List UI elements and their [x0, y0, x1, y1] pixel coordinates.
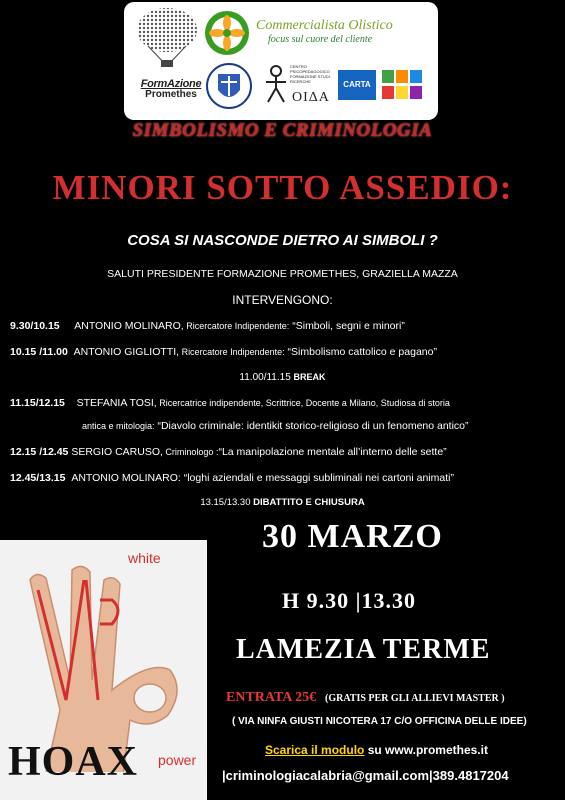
break-line: 11.00/11.15 BREAK — [239, 372, 326, 383]
speakers-heading: INTERVENGONO: — [232, 293, 333, 307]
closing-line: 13.15/13.30 DIBATTITO E CHIUSURA — [200, 497, 365, 508]
hoax-label: HOAX — [8, 739, 138, 785]
event-date: 30 MARZO — [262, 518, 443, 555]
event-subtitle: SIMBOLISMO E CRIMINOLOGIA — [132, 120, 433, 141]
logo-panel — [124, 2, 438, 120]
commercialista-olistico-logo: Commercialista Olistico focus sul cuore del cliente — [256, 18, 393, 45]
power-label: power — [158, 752, 197, 768]
balloon-logo-icon — [134, 6, 200, 68]
event-question: COSA SI NASCONDE DIETRO AI SIMBOLI ? — [127, 232, 438, 249]
formazione-promethes-logo: FormAzione Promethes — [140, 78, 202, 100]
contact-line — [222, 768, 509, 783]
flower-logo-icon — [204, 10, 250, 56]
event-title: MINORI SOTTO ASSEDIO: — [52, 168, 513, 207]
program-row: 9.30/10.15 ANTONIO MOLINARO, Ricercatore Indipendente: “Simboli, segni e minori” — [10, 320, 405, 332]
oida-wordmark: OIΔA — [292, 90, 330, 105]
event-hours: H 9.30 |13.30 — [282, 588, 416, 613]
carta-logo: CARTA — [338, 70, 376, 100]
colored-tiles-logo-icon — [382, 70, 422, 100]
email-link[interactable]: |criminologiacalabria@gmail.com — [222, 768, 430, 783]
entry-fee: ENTRATA 25€ (GRATIS PER GLI ALLIEVI MASTER ) — [226, 690, 505, 705]
greeting-line: SALUTI PRESIDENTE FORMAZIONE PROMETHES, GRAZIELLA MAZZA — [107, 268, 458, 280]
event-place: LAMEZIA TERME — [236, 634, 491, 665]
oida-figure-icon — [262, 64, 290, 106]
crest-logo-icon — [206, 62, 252, 110]
download-line: Scarica il modulo su www.promethes.it — [265, 743, 488, 757]
program-row: 12.45/13.15 ANTONIO MOLINARO: “loghi aziendali e messaggi subliminali nei cartoni animati” — [10, 472, 454, 484]
program-row-continuation: antica e mitologia: “Diavolo criminale: identikit storico-religioso di un fenomeno antico” — [82, 420, 469, 432]
program-row: 10.15 /11.00 ANTONIO GIGLIOTTI, Ricercatore Indipendente: “Simbolismo cattolico e pagano” — [10, 346, 437, 358]
oida-caption: CENTRO PSICOPEDAGOGICO FORMAZIONE STUDI RICERCHE — [290, 64, 330, 84]
white-label: white — [128, 550, 161, 566]
program-row: 12.15 /12.45 SERGIO CARUSO, Criminologo :“La manipolazione mentale all’interno delle sette” — [10, 446, 447, 458]
venue-address: ( VIA NINFA GIUSTI NICOTERA 17 C/O OFFICINA DELLE IDEE) — [232, 716, 527, 727]
hand-gesture-photo — [0, 540, 207, 800]
download-link[interactable]: Scarica il modulo — [265, 743, 365, 757]
program-row: 11.15/12.15 STEFANIA TOSI, Ricercatrice indipendente, Scrittrice, Docente a Milano, Studiosa di storia — [10, 397, 450, 409]
phone-number: |389.4817204 — [429, 768, 509, 783]
